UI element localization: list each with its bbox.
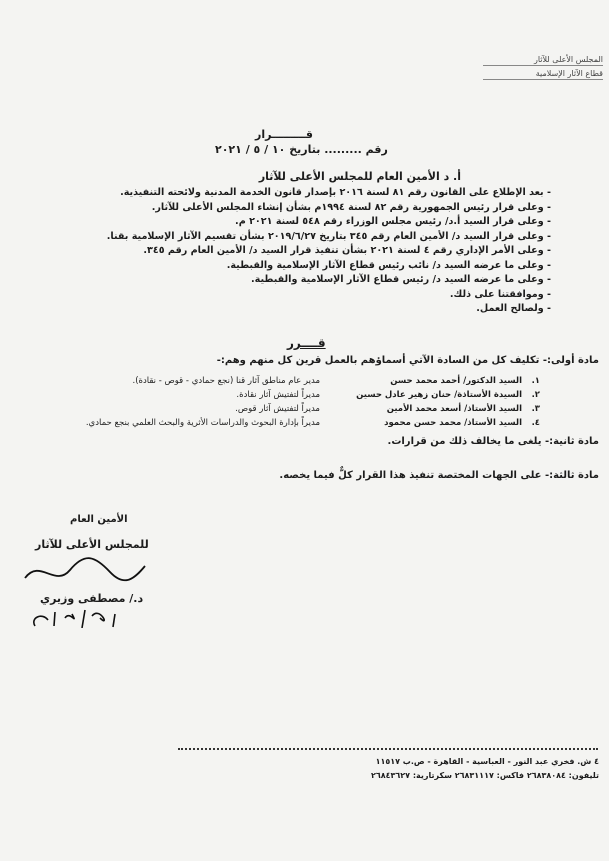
letterhead <box>483 55 603 83</box>
decree-number-date: رقم ......... بتاريخ ١٠ / ٥ / ٢٠٢١ <box>215 143 388 156</box>
signature-stroke <box>25 558 145 580</box>
footer-address: ٤ ش. فخري عبد النور - العباسية - القاهرة - ص.ب ١١٥١٧ <box>375 757 599 766</box>
consideration-item: - وعلى ما عرضه السيد د/ رئيس قطاع الآثار الإسلامية والقبطية. <box>251 274 551 285</box>
assignment-row <box>60 390 540 402</box>
signatory-organization: للمجلس الأعلى للآثار <box>35 538 149 551</box>
assignee-role: مديراً لتفتيش آثار نقادة. <box>236 390 320 400</box>
article-three: مادة ثالثة:- على الجهات المختصة تنفيذ هذا القرار كلٌّ فيما يخصه. <box>279 470 599 481</box>
letterhead-line: قطاع الآثار الإسلامية <box>483 69 603 80</box>
consideration-item: - ولصالح العمل. <box>476 303 551 314</box>
signature-date-stroke <box>34 610 115 628</box>
signatory-title: الأمين العام <box>70 514 128 525</box>
assignee-name: السيد الأستاذ/ محمد حسن محمود <box>384 418 522 428</box>
consideration-item: - وعلى الأمر الإداري رقم ٤ لسنة ٢٠٢١ بشأن تنفيذ قرار السيد د/ الأمين العام رقم ٣٤٥. <box>143 245 551 256</box>
considerations-list <box>51 186 551 317</box>
assignee-role: مدير عام مناطق آثار قنا (نجع حمادي - قوص - نقادة). <box>132 376 320 386</box>
decree-title: قـــــــــرار <box>255 128 313 141</box>
consideration-item: - بعد الإطلاع على القانون رقم ٨١ لسنة ٢٠١٦ بإصدار قانون الخدمة المدنية ولائحته التنفيذية. <box>120 187 551 198</box>
assignee-name: السيدة الأستاذة/ حنان زهير عادل حسين <box>356 390 522 400</box>
assignee-name: السيد الدكتور/ أحمد محمد حسن <box>390 376 522 386</box>
article-two: مادة ثانية:- يلغى ما يخالف ذلك من قرارات. <box>387 436 599 447</box>
consideration-item: - وموافقتنا على ذلك. <box>449 288 551 300</box>
assignee-role: مديراً بإدارة البحوث والدراسات الأثرية والبحث العلمي بنجع حمادي. <box>85 418 320 428</box>
assignment-row <box>60 376 540 388</box>
assignment-number: ١. <box>531 376 540 386</box>
footer-phones: تليفون: ٢٦٨٣٨٠٨٤ فاكس: ٢٦٨٣١١١٧ سكرتارية: ٢٦٨٤٣٦٢٧ <box>370 771 599 780</box>
assignee-role: مديراً لتفتيش آثار قوص. <box>235 404 320 414</box>
signatory-name: د./ مصطفى وزيري <box>40 592 144 605</box>
handwritten-signature <box>20 548 150 628</box>
issuer-heading: أ. د الأمين العام للمجلس الأعلى للآثار <box>258 170 461 183</box>
assignment-number: ٤. <box>531 418 540 428</box>
decided-heading: قــــرر <box>287 336 326 350</box>
assignee-name: السيد الأستاذ/ أسعد محمد الأمين <box>386 404 522 414</box>
consideration-item: - وعلى قرار السيد د/ الأمين العام رقم ٣٤٥ بتاريخ ٢٠١٩/٦/٢٧ بشأن تقسيم الآثار الإسلامية بقنا. <box>106 230 551 242</box>
consideration-item: - وعلى قرار رئيس الجمهورية رقم ٨٢ لسنة ١٩٩٤م بشأن إنشاء المجلس الأعلى للآثار. <box>151 201 551 213</box>
consideration-item: - وعلى ما عرضه السيد د/ نائب رئيس قطاع الآثار الإسلامية والقبطية. <box>226 259 551 271</box>
letterhead-line: المجلس الأعلى للآثار <box>483 55 603 66</box>
assignment-row <box>60 404 540 416</box>
assignment-number: ٣. <box>531 404 540 414</box>
footer-divider <box>178 748 598 750</box>
assignment-number: ٢. <box>531 390 540 400</box>
assignment-row <box>60 418 540 430</box>
consideration-item: - وعلى قرار السيد أ.د/ رئيس مجلس الوزراء رقم ٥٤٨ لسنة ٢٠٢١ م. <box>235 216 551 227</box>
article-one: مادة أولى:- تكليف كل من السادة الآتي أسماؤهم بالعمل قرين كل منهم وهم:- <box>216 355 599 366</box>
